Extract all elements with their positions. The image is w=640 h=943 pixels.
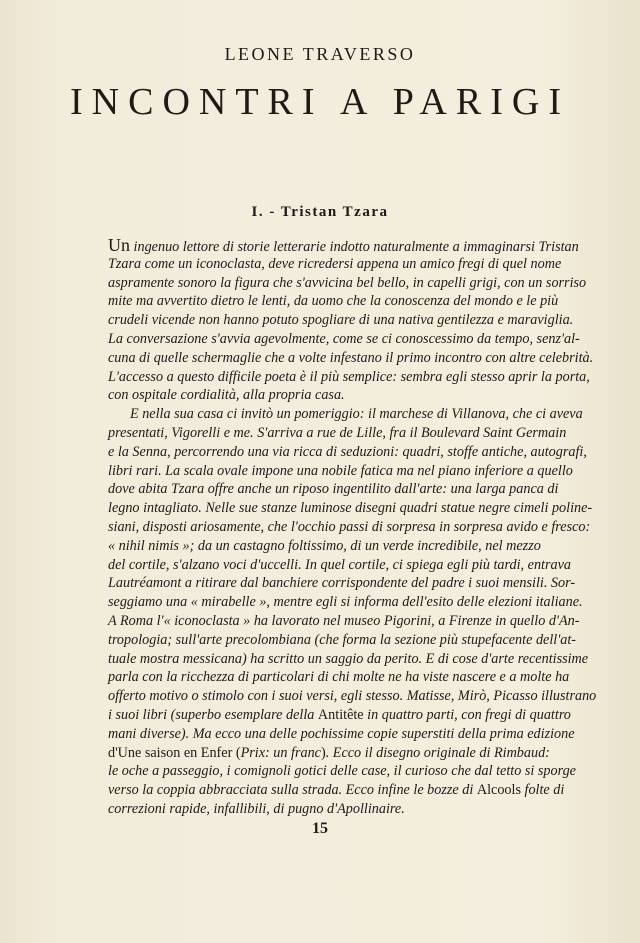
italic-text: libri rari. La scala ovale impone una nobile fatica ma nel piano inferiore a quello [108,462,573,479]
italic-text: e la Senna, percorrendo una via ricca di seduzioni: quadri, stoffe antiche, autografi, [108,443,587,460]
italic-text: legno intagliato. Nelle sue stanze luminose disegni quadri statue negre cimeli poline- [108,500,593,517]
text-line [108,405,583,424]
text-line [108,668,570,687]
text-line [108,631,577,650]
text-line [108,556,571,575]
text-line [108,762,576,781]
text-line [108,781,565,800]
text-line [108,255,562,274]
text-line [108,593,583,612]
italic-text: Prix: un franc [240,744,321,761]
text-line [108,800,539,819]
text-line [108,612,580,631]
text-line [108,443,587,462]
text-line [108,349,594,368]
italic-text: parla con la ricchezza di particolari di chi molte ne ha viste nascere e a molte ha [108,669,570,686]
text-line [108,235,579,255]
roman-text: ) [320,744,326,761]
text-line [108,292,559,311]
italic-text: mani diverse). Ma ecco una delle pochissime copie superstiti della prima edizione [108,725,575,742]
italic-text: con ospitale cordialità, alla propria casa. [108,387,345,404]
text-line [108,518,591,537]
italic-text: correzioni rapide, infallibili, di pugno d'Apollinaire. [108,800,405,817]
italic-text: i suoi libri (superbo esemplare della [108,706,318,723]
italic-text: cuna di quelle schermaglie che a volte infestano il primo incontro con altre celebrità. [108,349,594,366]
italic-text: in quattro parti, con fregi di quattro [363,706,571,723]
italic-text: Lautréamont a ritirare dal banchiere corrispondente del padre i suoi mensili. Sor- [108,575,576,592]
italic-text: mite ma avvertito dietro le lenti, da uomo che la conoscenza del mondo e le più [108,293,559,310]
italic-text: « nihil nimis »; da un castagno foltissimo, di un verde incredibile, nel mezzo [108,537,541,554]
italic-text: tropologia; sull'arte precolombiana (che forma la sezione più stupefacente dell'at- [108,631,577,648]
italic-text: L'accesso a questo difficile poeta è il più semplice: sembra egli stesso aprir la porta, [108,368,590,385]
italic-text: crudeli vicende non hanno potuto spogliare di una nativa gentilezza e maraviglia. [108,312,574,329]
text-line [108,650,589,669]
body-text [108,235,597,819]
text-line [108,687,597,706]
italic-text: A Roma l'« iconoclasta » ha lavorato nel museo Pigorini, a Firenze in quello d'An- [108,612,580,629]
italic-text: tuale mostra messicana) ha scritto un saggio da perito. E di cose d'arte recentissime [108,650,589,667]
italic-text: le oche a passeggio, i comignoli gotici delle case, il curioso che dal tetto si sporge [108,763,576,780]
text-line [108,311,574,330]
italic-text: offerto motivo o stimolo con i suoi versi, egli stesso. Matisse, Mirò, Picasso illustrano [108,688,597,705]
text-line [108,499,593,518]
italic-text: del cortile, s'alzano voci d'uccelli. In quel cortile, ci spiega egli più tardi, entrava [108,556,571,573]
italic-text: folte di [520,782,565,799]
roman-text: Antitête [317,706,364,723]
text-line [108,574,576,593]
text-line [108,706,571,725]
section-heading: I. - Tristan Tzara [251,204,389,220]
italic-text: dove abita Tzara offre anche un riposo ingentilito dall'arte: una larga panca di [108,481,559,498]
italic-text: La conversazione s'avvia agevolmente, come se ci conoscessimo da tempo, senz'al- [108,330,580,347]
italic-text: aspramente sonoro la figura che s'avvicina bel bello, in capelli grigi, con un sorriso [108,274,587,291]
text-line [108,424,567,443]
italic-text: seggiamo una « mirabelle », mentre egli si informa dell'esito delle elezioni italiane. [108,594,583,611]
roman-text: d'Une saison en Enfer ( [108,744,241,761]
italic-text: . Ecco il disegno originale di Rimbaud: [325,744,550,761]
italic-text: presentati, Vigorelli e me. S'arriva a rue de Lille, fra il Boulevard Saint Germain [108,424,567,441]
text-line [108,725,575,744]
text-line [108,480,559,499]
chapter-title: INCONTRI A PARIGI [70,81,570,123]
text-line [108,274,587,293]
text-line [108,537,539,556]
text-line [108,462,573,481]
italic-text: E nella sua casa ci invitò un pomeriggio: il marchese di Villanova, che ci aveva [130,406,583,423]
italic-text: verso la coppia abbracciata sulla strada. Ecco infine le bozze di [108,782,477,799]
drop-cap: Un [108,235,130,255]
italic-text: Tzara come un iconoclasta, deve ricredersi appena un amico fregi di quel nome [108,255,562,272]
text-line [108,330,580,349]
italic-text: ingenuo lettore di storie letterarie indotto naturalmente a immaginarsi Tristan [130,239,579,255]
page-number: 15 [312,820,328,837]
roman-text: Alcools [476,782,521,799]
italic-text: siani, disposti ariosamente, che l'occhio passi di sorpresa in sorpresa avido e fresco: [108,518,591,535]
author-name: LEONE TRAVERSO [224,44,416,64]
text-line [108,386,539,405]
text-line [108,744,550,763]
text-line [108,368,590,387]
